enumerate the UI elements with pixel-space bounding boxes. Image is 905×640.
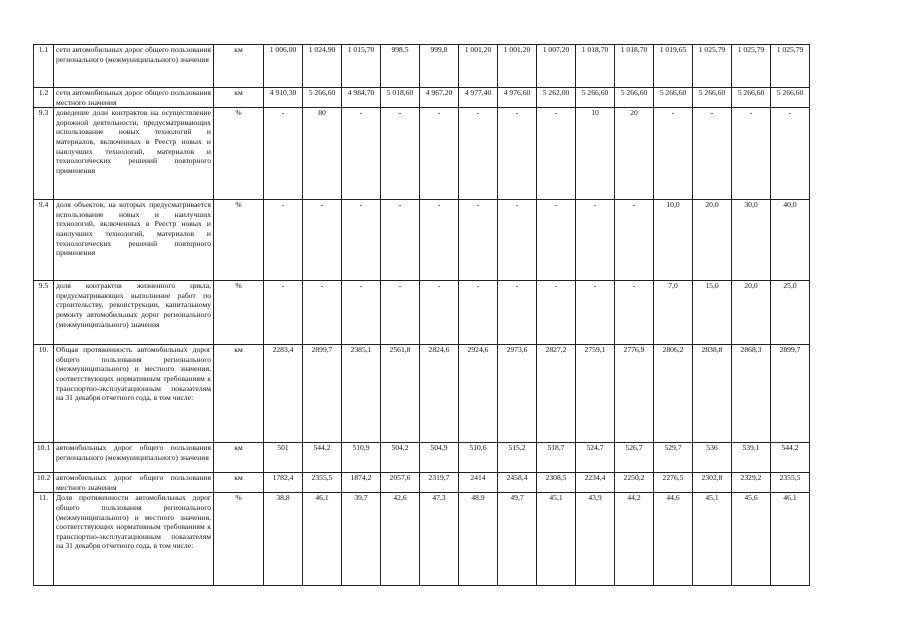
value-cell: 5 266,60 bbox=[732, 88, 771, 108]
value-cell: 4 967,20 bbox=[420, 88, 459, 108]
value-cell: 544,2 bbox=[771, 443, 810, 473]
value-cell: 2924,6 bbox=[459, 345, 498, 443]
value-cell: 2308,5 bbox=[537, 473, 576, 493]
value-cell: 20 bbox=[615, 108, 654, 200]
value-cell: 2776,9 bbox=[615, 345, 654, 443]
unit-cell: % bbox=[214, 493, 264, 586]
value-cell: 2759,1 bbox=[576, 345, 615, 443]
value-cell: 45,6 bbox=[732, 493, 771, 586]
row-number: 9.4 bbox=[34, 200, 54, 281]
value-cell: 80 bbox=[303, 108, 342, 200]
value-cell: 2283,4 bbox=[264, 345, 303, 443]
value-cell: 510,6 bbox=[459, 443, 498, 473]
value-cell: 2355,5 bbox=[771, 473, 810, 493]
table-body bbox=[34, 45, 810, 586]
value-cell: 40,0 bbox=[771, 200, 810, 281]
value-cell: 46,1 bbox=[771, 493, 810, 586]
value-cell: - bbox=[342, 281, 381, 345]
value-cell: - bbox=[576, 200, 615, 281]
value-cell: 2385,1 bbox=[342, 345, 381, 443]
value-cell: - bbox=[342, 108, 381, 200]
value-cell: 2973,6 bbox=[498, 345, 537, 443]
value-cell: 2806,2 bbox=[654, 345, 693, 443]
value-cell: - bbox=[732, 108, 771, 200]
value-cell: 45,1 bbox=[693, 493, 732, 586]
value-cell: - bbox=[264, 200, 303, 281]
row-number: 10. bbox=[34, 345, 54, 443]
value-cell: 44,2 bbox=[615, 493, 654, 586]
table-row bbox=[34, 200, 810, 281]
value-cell: 45,1 bbox=[537, 493, 576, 586]
value-cell: - bbox=[537, 108, 576, 200]
value-cell: 20,0 bbox=[732, 281, 771, 345]
value-cell: 4 977,40 bbox=[459, 88, 498, 108]
value-cell: 526,7 bbox=[615, 443, 654, 473]
value-cell: 43,9 bbox=[576, 493, 615, 586]
value-cell: 10 bbox=[576, 108, 615, 200]
table-row bbox=[34, 443, 810, 473]
value-cell: - bbox=[381, 108, 420, 200]
value-cell: 49,7 bbox=[498, 493, 537, 586]
value-cell: 2414 bbox=[459, 473, 498, 493]
table-row bbox=[34, 281, 810, 345]
value-cell: 2899,7 bbox=[303, 345, 342, 443]
indicator-description: Общая протяженность автомобильных дорог общего пользования регионального (межмуниципального) и местного значения, соответствующих нормативным требованиям к транспортно-эксплуатационным показателям на 31 декабря отчетного года, в том числе: bbox=[54, 345, 214, 443]
value-cell: 25,0 bbox=[771, 281, 810, 345]
value-cell: 539,1 bbox=[732, 443, 771, 473]
unit-cell: км bbox=[214, 345, 264, 443]
indicator-description: сети автомобильных дорог общего пользования регионального (межмуниципального) значения bbox=[54, 45, 214, 88]
unit-cell: % bbox=[214, 200, 264, 281]
row-number: 10.2 bbox=[34, 473, 54, 493]
value-cell: - bbox=[420, 108, 459, 200]
value-cell: 536 bbox=[693, 443, 732, 473]
unit-cell: км bbox=[214, 473, 264, 493]
value-cell: 2824,6 bbox=[420, 345, 459, 443]
value-cell: - bbox=[381, 281, 420, 345]
table-row bbox=[34, 45, 810, 88]
value-cell: - bbox=[420, 281, 459, 345]
value-cell: - bbox=[303, 200, 342, 281]
row-number: 10.1 bbox=[34, 443, 54, 473]
value-cell: 544,2 bbox=[303, 443, 342, 473]
value-cell: 2329,2 bbox=[732, 473, 771, 493]
table-row bbox=[34, 493, 810, 586]
value-cell: - bbox=[498, 108, 537, 200]
value-cell: 5 266,60 bbox=[576, 88, 615, 108]
row-number: 9.3 bbox=[34, 108, 54, 200]
value-cell: 2868,3 bbox=[732, 345, 771, 443]
value-cell: 46,1 bbox=[303, 493, 342, 586]
value-cell: 1 025,79 bbox=[732, 45, 771, 88]
value-cell: 1 001,20 bbox=[498, 45, 537, 88]
indicator-description: автомобильных дорог общего пользования местного значения bbox=[54, 473, 214, 493]
value-cell: 510,9 bbox=[342, 443, 381, 473]
value-cell: 501 bbox=[264, 443, 303, 473]
value-cell: 4 910,30 bbox=[264, 88, 303, 108]
unit-cell: км bbox=[214, 88, 264, 108]
indicator-description: доля объектов, на которых предусматривается использование новых и наилучших технологий, включенных в Реестр новых и наилучших технологий, материалов и технологических решений повторного применения bbox=[54, 200, 214, 281]
unit-cell: км bbox=[214, 443, 264, 473]
value-cell: 999,8 bbox=[420, 45, 459, 88]
value-cell: - bbox=[576, 281, 615, 345]
value-cell: 2276,5 bbox=[654, 473, 693, 493]
row-number: 1.2 bbox=[34, 88, 54, 108]
value-cell: 5 262,00 bbox=[537, 88, 576, 108]
value-cell: 1874,2 bbox=[342, 473, 381, 493]
table-row bbox=[34, 345, 810, 443]
value-cell: - bbox=[303, 281, 342, 345]
value-cell: 1 015,70 bbox=[342, 45, 381, 88]
value-cell: 524,7 bbox=[576, 443, 615, 473]
unit-cell: % bbox=[214, 281, 264, 345]
value-cell: - bbox=[537, 281, 576, 345]
value-cell: 4 984,70 bbox=[342, 88, 381, 108]
value-cell: - bbox=[459, 200, 498, 281]
value-cell: 2899,7 bbox=[771, 345, 810, 443]
value-cell: 1 025,79 bbox=[771, 45, 810, 88]
value-cell: 1 018,70 bbox=[576, 45, 615, 88]
value-cell: - bbox=[381, 200, 420, 281]
value-cell: 30,0 bbox=[732, 200, 771, 281]
indicator-description: сети автомобильных дорог общего пользования местного значения bbox=[54, 88, 214, 108]
value-cell: 2827,2 bbox=[537, 345, 576, 443]
value-cell: 2234,4 bbox=[576, 473, 615, 493]
indicator-description: доведение доли контрактов на осуществление дорожной деятельности, предусматривающих использование новых технологий и материалов, включенных в Реестр новых и наилучших технологий, материалов и технологических решений повторного применения bbox=[54, 108, 214, 200]
value-cell: 5 018,60 bbox=[381, 88, 420, 108]
table-row bbox=[34, 88, 810, 108]
value-cell: 38,8 bbox=[264, 493, 303, 586]
value-cell: 15,0 bbox=[693, 281, 732, 345]
value-cell: - bbox=[693, 108, 732, 200]
value-cell: - bbox=[771, 108, 810, 200]
value-cell: - bbox=[654, 108, 693, 200]
value-cell: - bbox=[459, 281, 498, 345]
value-cell: 2355,5 bbox=[303, 473, 342, 493]
value-cell: 2057,6 bbox=[381, 473, 420, 493]
table-row bbox=[34, 108, 810, 200]
unit-cell: % bbox=[214, 108, 264, 200]
value-cell: - bbox=[264, 281, 303, 345]
value-cell: 1 025,79 bbox=[693, 45, 732, 88]
value-cell: 10,0 bbox=[654, 200, 693, 281]
indicator-description: автомобильных дорог общего пользования регионального (межмуниципального) значения bbox=[54, 443, 214, 473]
value-cell: 7,0 bbox=[654, 281, 693, 345]
value-cell: 504,2 bbox=[381, 443, 420, 473]
value-cell: - bbox=[420, 200, 459, 281]
value-cell: - bbox=[498, 281, 537, 345]
value-cell: 47,3 bbox=[420, 493, 459, 586]
value-cell: 5 266,60 bbox=[654, 88, 693, 108]
indicator-description: Доля протяженности автомобильных дорог общего пользования регионального (межмуниципального) и местного значения, соответствующих нормативным требованиям к транспортно-эксплуатационным показателям на 31 декабря отчетного года, в том числе: bbox=[54, 493, 214, 586]
value-cell: 5 266,60 bbox=[771, 88, 810, 108]
value-cell: 1 001,20 bbox=[459, 45, 498, 88]
value-cell: 5 266,60 bbox=[693, 88, 732, 108]
value-cell: 42,6 bbox=[381, 493, 420, 586]
value-cell: 2250,2 bbox=[615, 473, 654, 493]
indicator-description: доля контрактов жизненного цикла, предусматривающих выполнение работ по строительству, реконструкции, капитальному ремонту автомобильных дорог регионального (межмуниципального) значения bbox=[54, 281, 214, 345]
value-cell: - bbox=[615, 200, 654, 281]
value-cell: 1 007,20 bbox=[537, 45, 576, 88]
value-cell: 4 976,60 bbox=[498, 88, 537, 108]
value-cell: 518,7 bbox=[537, 443, 576, 473]
value-cell: 998,5 bbox=[381, 45, 420, 88]
value-cell: - bbox=[498, 200, 537, 281]
value-cell: 5 266,60 bbox=[615, 88, 654, 108]
value-cell: - bbox=[342, 200, 381, 281]
value-cell: 515,2 bbox=[498, 443, 537, 473]
value-cell: 1 024,90 bbox=[303, 45, 342, 88]
value-cell: 1 006,00 bbox=[264, 45, 303, 88]
row-number: 1.1 bbox=[34, 45, 54, 88]
value-cell: - bbox=[615, 281, 654, 345]
value-cell: 2319,7 bbox=[420, 473, 459, 493]
value-cell: - bbox=[537, 200, 576, 281]
value-cell: 2838,8 bbox=[693, 345, 732, 443]
value-cell: 504,9 bbox=[420, 443, 459, 473]
table-row bbox=[34, 473, 810, 493]
indicators-table bbox=[33, 44, 810, 586]
value-cell: 2561,8 bbox=[381, 345, 420, 443]
value-cell: 1 019,65 bbox=[654, 45, 693, 88]
value-cell: 20,0 bbox=[693, 200, 732, 281]
value-cell: 529,7 bbox=[654, 443, 693, 473]
value-cell: 39,7 bbox=[342, 493, 381, 586]
value-cell: 44,6 bbox=[654, 493, 693, 586]
value-cell: 1 018,70 bbox=[615, 45, 654, 88]
value-cell: 2302,8 bbox=[693, 473, 732, 493]
row-number: 11. bbox=[34, 493, 54, 586]
value-cell: 48,9 bbox=[459, 493, 498, 586]
row-number: 9.5 bbox=[34, 281, 54, 345]
value-cell: 1782,4 bbox=[264, 473, 303, 493]
value-cell: - bbox=[264, 108, 303, 200]
value-cell: - bbox=[459, 108, 498, 200]
value-cell: 5 266,60 bbox=[303, 88, 342, 108]
value-cell: 2458,4 bbox=[498, 473, 537, 493]
unit-cell: км bbox=[214, 45, 264, 88]
